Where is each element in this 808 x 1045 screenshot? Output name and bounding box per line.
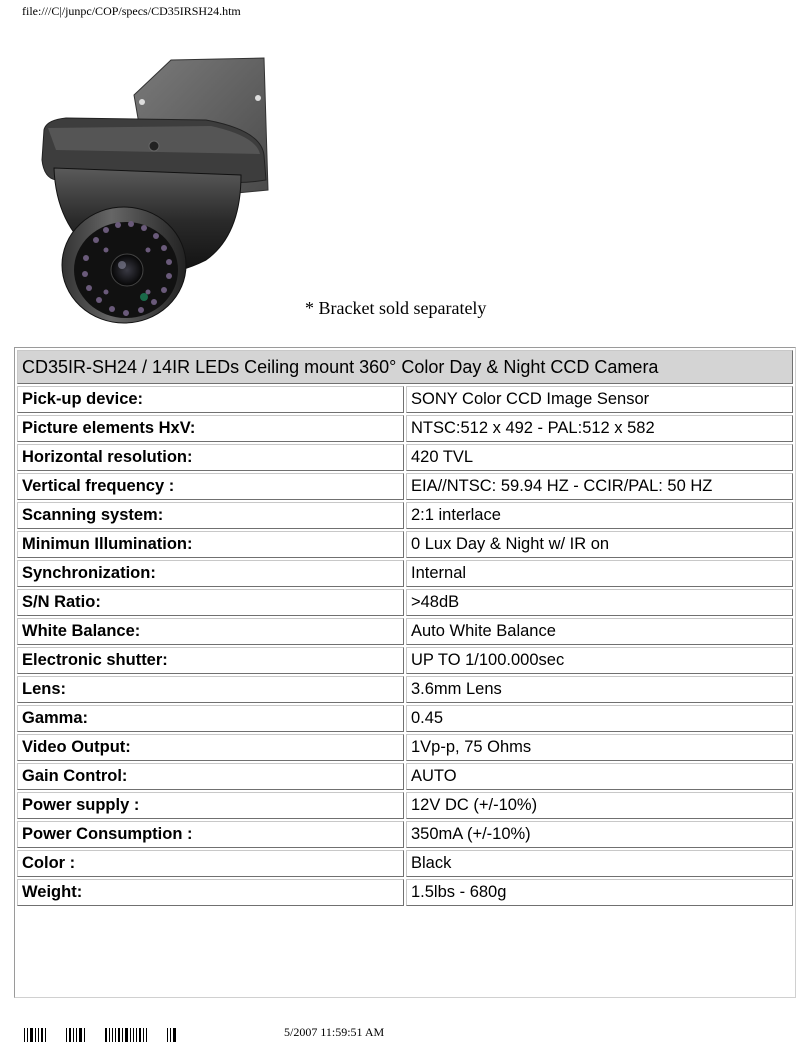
spec-value: NTSC:512 x 492 - PAL:512 x 582 xyxy=(406,415,793,442)
spec-label: S/N Ratio: xyxy=(17,589,404,616)
spec-row xyxy=(17,618,793,645)
spec-row xyxy=(17,734,793,761)
spec-label: Weight: xyxy=(17,879,404,906)
spec-row xyxy=(17,589,793,616)
spec-value: 0 Lux Day & Night w/ IR on xyxy=(406,531,793,558)
file-path-header: file:///C|/junpc/COP/specs/CD35IRSH24.htm xyxy=(22,4,241,18)
spec-value: 2:1 interlace xyxy=(406,502,793,529)
spec-value: 1.5lbs - 680g xyxy=(406,879,793,906)
dome-camera-image xyxy=(36,50,276,335)
bracket-note: * Bracket sold separately xyxy=(305,298,487,318)
spec-table-title: CD35IR-SH24 / 14IR LEDs Ceiling mount 360° Color Day & Night CCD Camera xyxy=(17,350,793,384)
spec-row xyxy=(17,879,793,906)
spec-row xyxy=(17,676,793,703)
spec-row xyxy=(17,531,793,558)
spec-row xyxy=(17,473,793,500)
spec-label: Video Output: xyxy=(17,734,404,761)
spec-label: Pick-up device: xyxy=(17,386,404,413)
spec-row xyxy=(17,386,793,413)
spec-row xyxy=(17,763,793,790)
spec-label: Color : xyxy=(17,850,404,877)
spec-label: Gain Control: xyxy=(17,763,404,790)
spec-label: Synchronization: xyxy=(17,560,404,587)
spec-row xyxy=(17,560,793,587)
spec-label: Picture elements HxV: xyxy=(17,415,404,442)
print-timestamp: 5/2007 11:59:51 AM xyxy=(284,1025,385,1039)
spec-value: 1Vp-p, 75 Ohms xyxy=(406,734,793,761)
spec-row xyxy=(17,647,793,674)
spec-value: 12V DC (+/-10%) xyxy=(406,792,793,819)
spec-label: Power Consumption : xyxy=(17,821,404,848)
spec-row xyxy=(17,792,793,819)
barcode-image xyxy=(24,1028,178,1042)
spec-value: EIA//NTSC: 59.94 HZ - CCIR/PAL: 50 HZ xyxy=(406,473,793,500)
spec-label: Scanning system: xyxy=(17,502,404,529)
spec-row xyxy=(17,705,793,732)
spec-label: Electronic shutter: xyxy=(17,647,404,674)
spec-row xyxy=(17,850,793,877)
spec-table xyxy=(15,348,795,908)
spec-row xyxy=(17,444,793,471)
spec-value: Auto White Balance xyxy=(406,618,793,645)
spec-value: 0.45 xyxy=(406,705,793,732)
spec-table-container xyxy=(14,347,796,998)
spec-value: >48dB xyxy=(406,589,793,616)
spec-row xyxy=(17,415,793,442)
spec-row xyxy=(17,502,793,529)
spec-value: 420 TVL xyxy=(406,444,793,471)
spec-value: Internal xyxy=(406,560,793,587)
spec-value: AUTO xyxy=(406,763,793,790)
spec-label: Power supply : xyxy=(17,792,404,819)
spec-label: Horizontal resolution: xyxy=(17,444,404,471)
spec-row xyxy=(17,821,793,848)
spec-label: Minimun Illumination: xyxy=(17,531,404,558)
spec-label: Lens: xyxy=(17,676,404,703)
spec-value: 350mA (+/-10%) xyxy=(406,821,793,848)
spec-value: SONY Color CCD Image Sensor xyxy=(406,386,793,413)
spec-value: UP TO 1/100.000sec xyxy=(406,647,793,674)
spec-label: White Balance: xyxy=(17,618,404,645)
spec-label: Gamma: xyxy=(17,705,404,732)
spec-title-row xyxy=(17,350,793,384)
spec-label: Vertical frequency : xyxy=(17,473,404,500)
spec-value: Black xyxy=(406,850,793,877)
spec-value: 3.6mm Lens xyxy=(406,676,793,703)
